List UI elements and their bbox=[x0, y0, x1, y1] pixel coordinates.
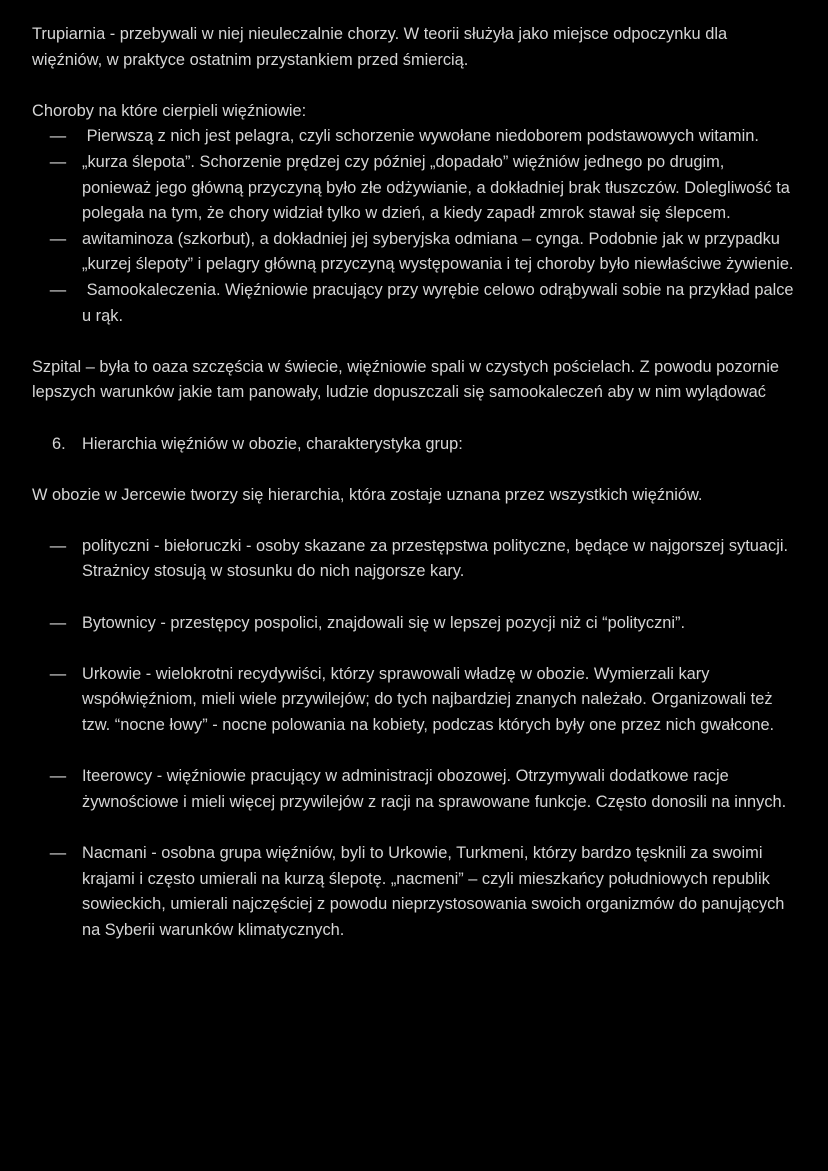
list-item bbox=[32, 611, 796, 637]
dash-bullet: — bbox=[49, 767, 67, 786]
dash-bullet: — bbox=[49, 613, 67, 632]
dash-bullet: — bbox=[49, 280, 67, 299]
paragraph-hierarchia-intro: W obozie w Jercewie tworzy się hierarchia, która zostaje uznana przez wszystkich więźniów. bbox=[32, 485, 703, 504]
spacer bbox=[32, 73, 796, 99]
list-item-text: Nacmani - osobna grupa więźniów, byli to Urkowie, Turkmeni, którzy bardzo tęsknili za swoimi krajami i często umierali na kurzą ślepotę. „nacmeni” – czyli mieszkańcy południowych republik sowieckich, umierali najczęściej z powodu nieprzystosowania swoich organizmów do panujących na Syberii warunków klimatycznych. bbox=[82, 844, 785, 939]
section-title: Hierarchia więźniów w obozie, charakterystyka grup: bbox=[82, 434, 463, 453]
paragraph-choroby-intro: Choroby na które cierpieli więźniowie: bbox=[32, 101, 307, 120]
list-item-text: Pierwszą z nich jest pelagra, czyli schorzenie wywołane niedoborem podstawowych witamin. bbox=[82, 127, 759, 146]
list-item bbox=[32, 764, 796, 815]
list-item-text: polityczni - biełoruczki - osoby skazane za przestępstwa polityczne, będące w najgorszej sytuacji. Strażnicy stosują w stosunku do nich najgorsze kary. bbox=[82, 536, 789, 581]
spacer bbox=[32, 457, 796, 483]
groups-list bbox=[32, 534, 796, 944]
paragraph-szpital: Szpital – była to oaza szczęścia w świecie, więźniowie spali w czystych pościelach. Z powodu pozornie lepszych warunków jakie tam panowały, ludzie dopuszczali się samookaleczeń aby w nim wylądować bbox=[32, 357, 780, 402]
spacer bbox=[32, 406, 796, 432]
list-item bbox=[32, 150, 796, 227]
list-item-text: „kurza ślepota”. Schorzenie prędzej czy później „dopadało” więźniów jednego po drugim, ponieważ jego główną przyczyną było złe odżywianie, a dokładniej brak tłuszczów. Dolegliwość ta polegała na tym, że chory widział tylko w dzień, a kiedy zapadł zmrok stawał się ślepcem. bbox=[82, 152, 790, 223]
dash-bullet: — bbox=[49, 229, 67, 248]
spacer bbox=[32, 508, 796, 534]
list-item bbox=[32, 841, 796, 943]
diseases-list bbox=[32, 124, 799, 329]
dash-bullet: — bbox=[49, 844, 67, 862]
paragraph-trupiarnia: Trupiarnia - przebywali w niej nieuleczalnie chorzy. W teorii służyła jako miejsce odpoczynku dla więźniów, w praktyce ostatnim przystankiem przed śmiercią. bbox=[32, 25, 728, 69]
list-item-text: Iteerowcy - więźniowie pracujący w administracji obozowej. Otrzymywali dodatkowe racje żywnościowe i mieli więcej przywilejów z racji na sprawowane funkcje. Często donosili na innych. bbox=[82, 767, 787, 811]
list-item bbox=[32, 278, 799, 329]
section-heading-6 bbox=[32, 432, 796, 458]
list-item bbox=[32, 534, 796, 585]
dash-bullet: — bbox=[49, 127, 67, 146]
list-item bbox=[32, 124, 796, 150]
list-item-text: Bytownicy - przestępcy pospolici, znajdowali się w lepszej pozycji niż ci “polityczni”. bbox=[82, 613, 686, 632]
dash-bullet: — bbox=[49, 536, 67, 555]
dash-bullet: — bbox=[49, 664, 67, 683]
section-number: 6. bbox=[52, 434, 66, 453]
list-item-text: Urkowie - wielokrotni recydywiści, którzy sprawowali władzę w obozie. Wymierzali kary współwięźniom, mieli wiele przywilejów; do tych najbardziej znanych należało. Organizowali też tzw. “nocne łowy” - nocne polowania na kobiety, podczas których były one przez nich gwałcone. bbox=[82, 664, 775, 735]
list-item-text: awitaminoza (szkorbut), a dokładniej jej syberyjska odmiana – cynga. Podobnie jak w przypadku „kurzej ślepoty” i pelagry główną przyczyną występowania i tej choroby było niewłaściwe żywienie. bbox=[82, 229, 794, 274]
list-item bbox=[32, 227, 796, 278]
list-item bbox=[32, 662, 796, 739]
spacer bbox=[32, 329, 796, 355]
list-item-text: Samookaleczenia. Więźniowie pracujący przy wyrębie celowo odrąbywali sobie na przykład palce u rąk. bbox=[82, 280, 799, 325]
dash-bullet: — bbox=[49, 152, 67, 171]
